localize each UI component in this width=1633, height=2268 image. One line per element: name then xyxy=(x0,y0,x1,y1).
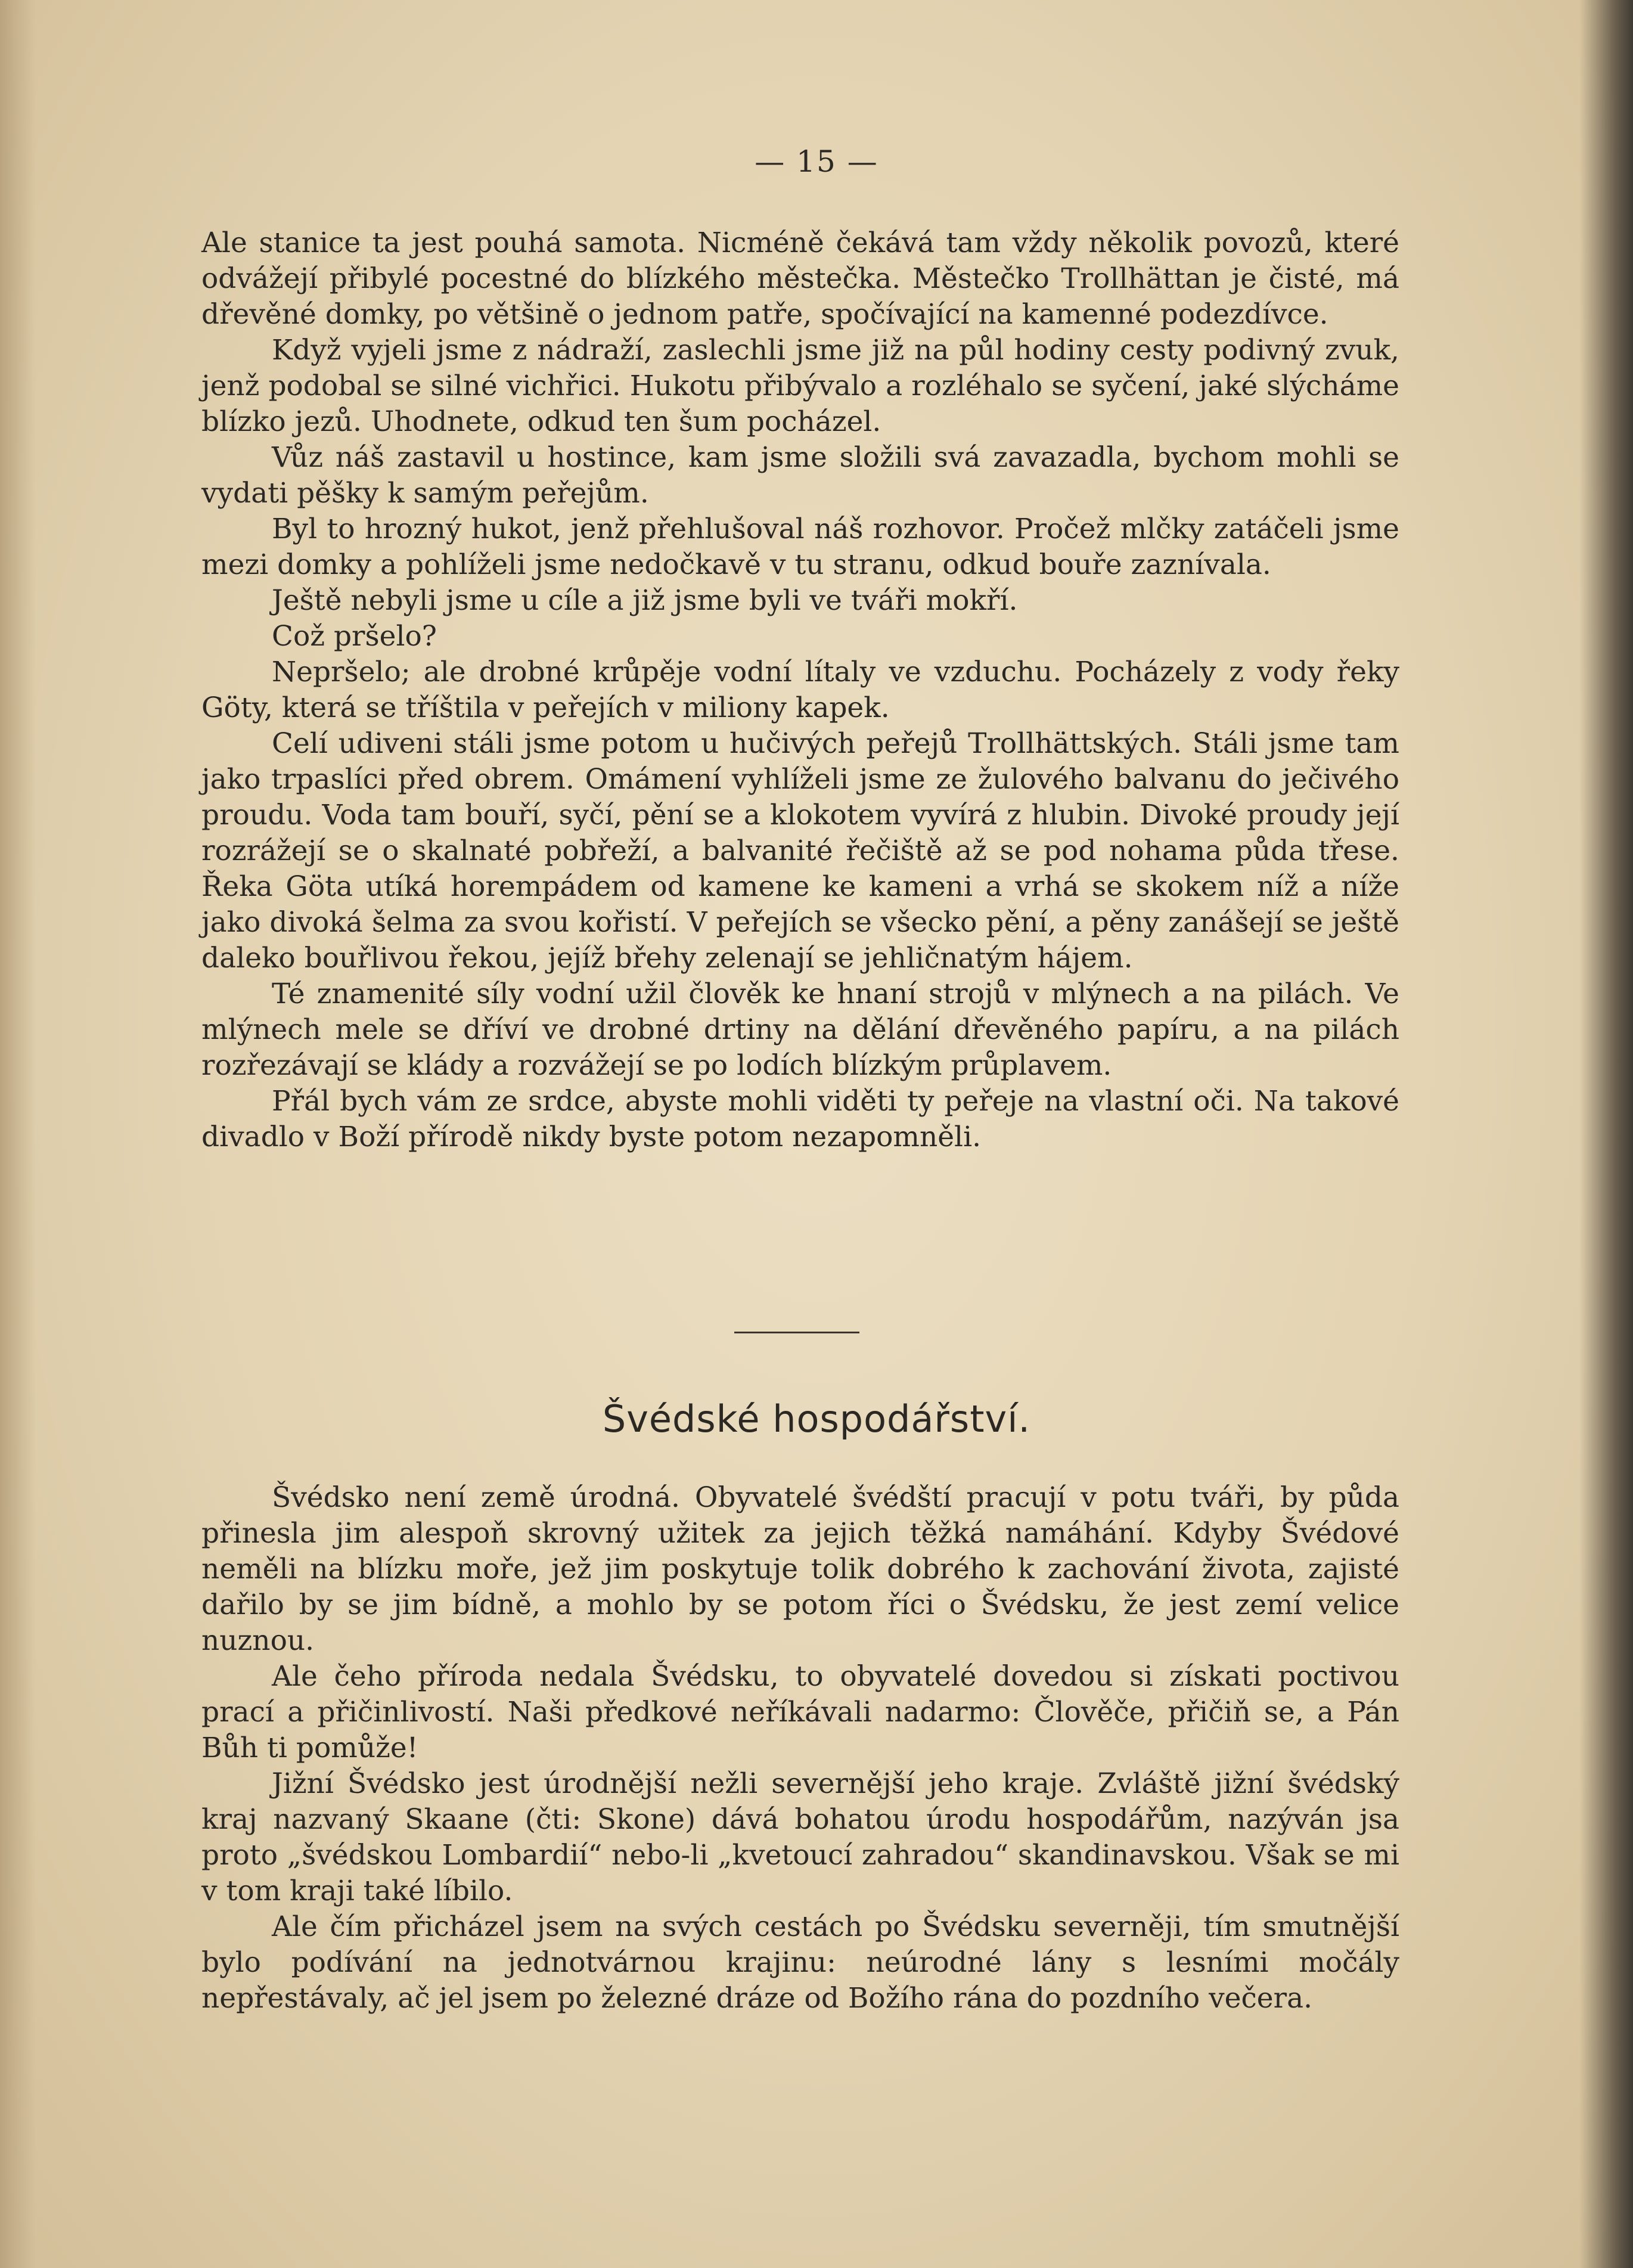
page-edge-left xyxy=(0,0,36,2268)
paragraph: Což pršelo? xyxy=(272,620,437,653)
paragraph: Vůz náš zastavil u hostince, kam jsme složili svá zavazadla, bychom mohli se vydati pěšky k samým peřejům. xyxy=(201,441,1399,510)
paragraph: Té znamenité síly vodní užil člověk ke hnaní strojů v mlýnech a na pilách. Ve mlýnech mele se dříví ve drobné drtiny na dělání dřevěného papíru, a na pilách rozřezávají se klády a rozvážejí se po lodích blízkým průplavem. xyxy=(201,978,1399,1082)
page-number: — 15 — xyxy=(755,144,878,179)
section-divider xyxy=(734,1332,859,1333)
paragraph: Když vyjeli jsme z nádraží, zaslechli jsme již na půl hodiny cesty podivný zvuk, jenž podobal se silné vichřici. Hukotu přibývalo a rozléhalo se syčení, jaké slýcháme blízko jezů. Uhodnete, odkud ten šum pocházel. xyxy=(201,334,1399,438)
paragraph: Celí udiveni stáli jsme potom u hučivých peřejů Trollhättských. Stáli jsme tam jako trpaslíci před obrem. Omámení vyhlíželi jsme ze žulového balvanu do ječivého proudu. Voda tam bouří, syčí, pění se a klokotem vyvírá z hlubin. Divoké proudy její rozrážejí se o skalnaté pobřeží, a balvanité řečiště až se pod nohama půda třese. Řeka Göta utíká horempádem od kamene ke kameni a vrhá se skokem níž a níže jako divoká šelma za svou kořistí. V peřejích se všecko pění, a pěny zanášejí se ještě daleko bouřlivou řekou, jejíž břehy zelenají se jehličnatým hájem. xyxy=(201,727,1399,975)
paragraph: Nepršelo; ale drobné krůpěje vodní lítaly ve vzduchu. Pocházely z vody řeky Göty, která se tříštila v peřejích v miliony kapek. xyxy=(201,656,1399,724)
paragraph: Ještě nebyli jsme u cíle a již jsme byli ve tváři mokří. xyxy=(272,584,1018,617)
paragraph: Ale čeho příroda nedala Švédsku, to obyvatelé dovedou si získati poctivou prací a přičinlivostí. Naši předkové neříkávali nadarmo: Člověče, přičiň se, a Pán Bůh ti pomůže! xyxy=(201,1660,1399,1764)
paragraph: Byl to hrozný hukot, jenž přehlušoval náš rozhovor. Pročež mlčky zatáčeli jsme mezi domky a pohlíželi jsme nedočkavě v tu stranu, odkud bouře zaznívala. xyxy=(201,513,1399,581)
paragraph: Ale čím přicházel jsem na svých cestách po Švédsku severněji, tím smutnější bylo podívání na jednotvárnou krajinu: neúrodné lány s lesními močály nepřestávaly, ač jel jsem po železné dráze od Božího rána do pozdního večera. xyxy=(201,1910,1399,2015)
page-edge-right xyxy=(1579,0,1633,2268)
paragraph: Jižní Švédsko jest úrodnější nežli severnější jeho kraje. Zvláště jižní švédský kraj nazvaný Skaane (čti: Skone) dává bohatou úrodu hospodářům, nazýván jsa proto „švédskou Lombardií“ nebo-li „kvetoucí zahradou“ skandinavskou. Však se mi v tom kraji také líbilo. xyxy=(201,1767,1399,1907)
section-heading: Švédské hospodářství. xyxy=(602,1397,1031,1441)
paragraph: Ale stanice ta jest pouhá samota. Nicméně čekává tam vždy několik povozů, které odvážejí přibylé pocestné do blízkého městečka. Městečko Trollhättan je čisté, má dřevěné domky, po většině o jednom patře, spočívající na kamenné podezdívce. xyxy=(201,227,1399,331)
paragraph: Švédsko není země úrodná. Obyvatelé švédští pracují v potu tváři, by půda přinesla jim alespoň skrovný užitek za jejich těžká namáhání. Kdyby Švédové neměli na blízku moře, jež jim poskytuje tolik dobrého k zachování života, zajisté dařilo by se jim bídně, a mohlo by se potom říci o Švédsku, že jest zemí velice nuznou. xyxy=(201,1481,1399,1657)
section-body-trollhattan xyxy=(201,225,1399,1155)
paragraph: Přál bych vám ze srdce, abyste mohli viděti ty peřeje na vlastní oči. Na takové divadlo v Boží přírodě nikdy byste potom nezapomněli. xyxy=(201,1085,1399,1153)
section-body-hospodarstvi xyxy=(201,1480,1399,2016)
